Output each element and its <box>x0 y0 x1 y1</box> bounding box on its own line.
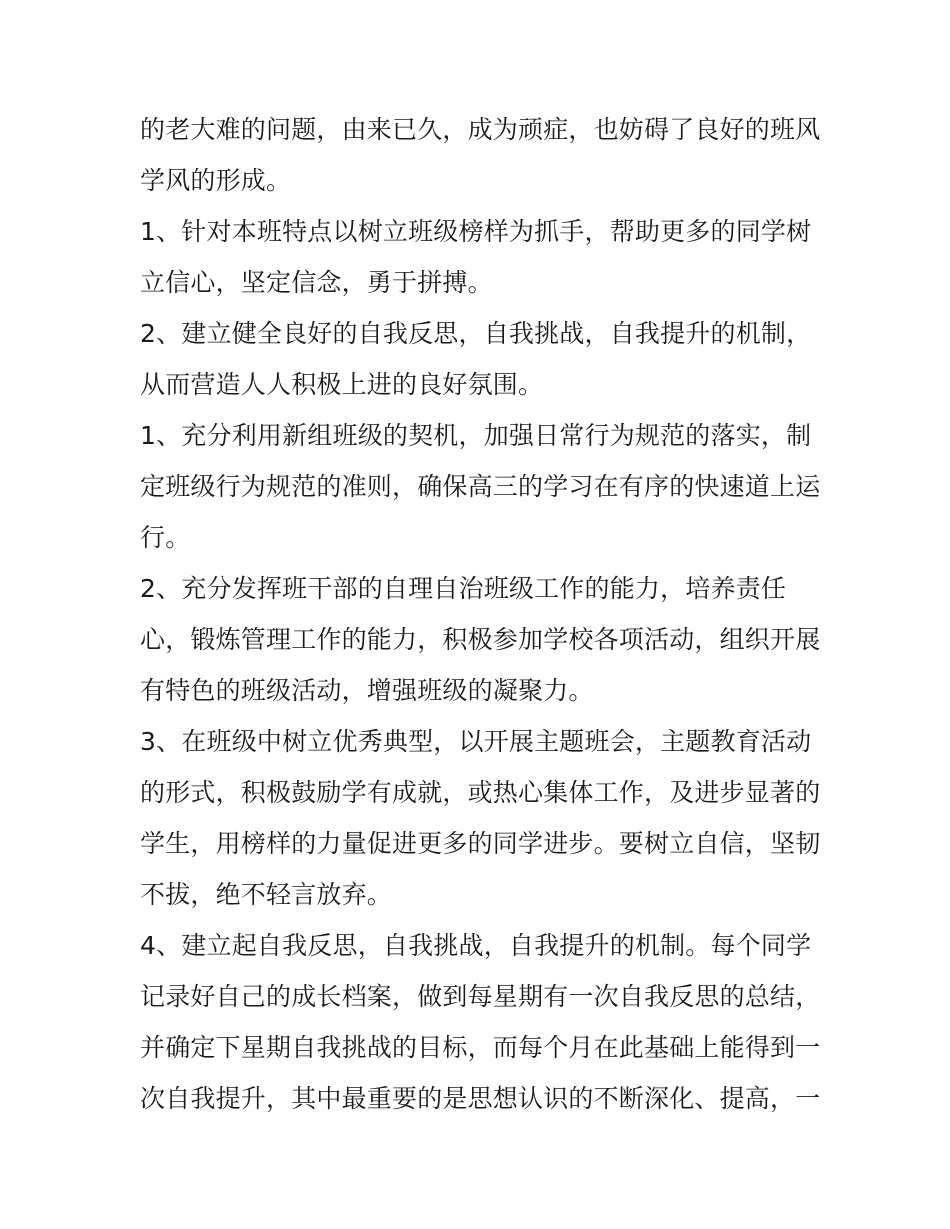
text-line: 1、针对本班特点以树立班级榜样为抓手，帮助更多的同学树 <box>140 217 812 246</box>
paragraph-measure-4 <box>140 920 830 1124</box>
paragraph-measure-3 <box>140 716 830 920</box>
text-line: 的老大难的问题，由来已久，成为顽症，也妨碍了良好的班风 <box>140 115 821 144</box>
text-line: 立信心，坚定信念，勇于拼搏。 <box>140 268 493 297</box>
text-line: 记录好自己的成长档案，做到每星期有一次自我反思的总结， <box>140 982 821 1011</box>
text-line: 2、建立健全良好的自我反思，自我挑战，自我提升的机制， <box>140 319 812 348</box>
paragraph-intro <box>140 104 830 206</box>
paragraph-goal-1 <box>140 206 830 308</box>
text-line: 有特色的班级活动，增强班级的凝聚力。 <box>140 676 594 705</box>
paragraph-measure-1 <box>140 410 830 563</box>
text-line: 定班级行为规范的准则，确保高三的学习在有序的快速道上运 <box>140 472 821 501</box>
text-line: 学生，用榜样的力量促进更多的同学进步。要树立自信，坚韧 <box>140 829 821 858</box>
text-line: 心，锻炼管理工作的能力，积极参加学校各项活动，组织开展 <box>140 625 821 654</box>
text-line: 并确定下星期自我挑战的目标，而每个月在此基础上能得到一 <box>140 1033 821 1062</box>
text-line: 3、在班级中树立优秀典型，以开展主题班会，主题教育活动 <box>140 727 812 756</box>
text-line: 不拔，绝不轻言放弃。 <box>140 880 393 909</box>
document-body <box>140 104 830 1124</box>
paragraph-goal-2 <box>140 308 830 410</box>
text-line: 次自我提升，其中最重要的是思想认识的不断深化、提高，一 <box>140 1084 821 1113</box>
text-line: 的形式，积极鼓励学有成就，或热心集体工作，及进步显著的 <box>140 778 821 807</box>
text-line: 4、建立起自我反思，自我挑战，自我提升的机制。每个同学 <box>140 931 812 960</box>
text-line: 学风的形成。 <box>140 166 292 195</box>
paragraph-measure-2 <box>140 563 830 716</box>
text-line: 行。 <box>140 523 191 552</box>
text-line: 从而营造人人积极上进的良好氛围。 <box>140 370 544 399</box>
text-line: 1、充分利用新组班级的契机，加强日常行为规范的落实，制 <box>140 421 812 450</box>
text-line: 2、充分发挥班干部的自理自治班级工作的能力，培养责任 <box>140 574 787 603</box>
